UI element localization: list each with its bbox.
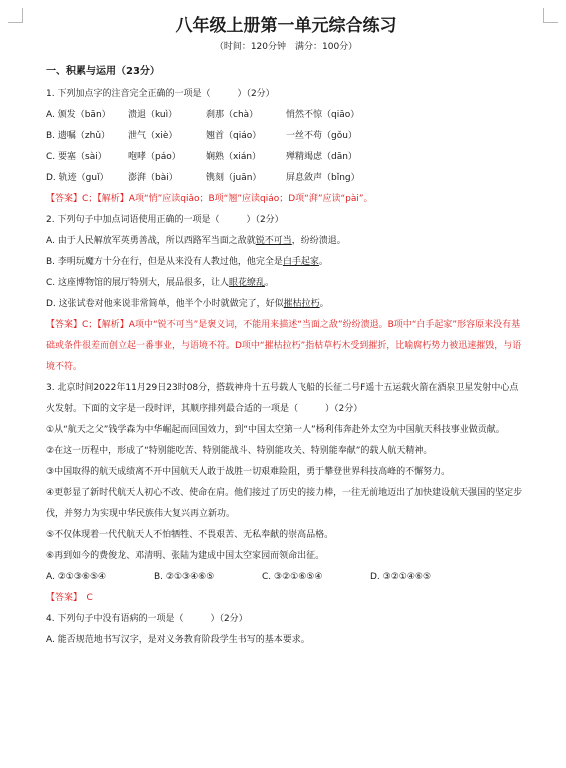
question-1-row-b xyxy=(46,126,526,147)
question-3-item: ⑤不仅体现着一代代航天人不怕牺牲、不畏艰苦、无私奉献的崇高品格。 xyxy=(46,530,334,540)
question-4 xyxy=(46,609,526,651)
option-cell: 翘首（qiáo） xyxy=(206,131,262,141)
question-2-option-a: A. 由于人民解放军英勇善战，所以西路军当面之敌就锐不可当，纷纷溃退。 xyxy=(46,236,346,246)
question-3-choices xyxy=(46,567,526,588)
page-subtitle: （时间：120分钟 满分：100分） xyxy=(214,42,358,52)
option-cell: 澎湃（bài） xyxy=(128,173,178,183)
option-cell: C. 要塞（sài） xyxy=(46,152,107,162)
question-3-item: ①从“航天之父”钱学森为中华崛起而回国效力，到“中国太空第一人”杨利伟奔赴外太空为中国航天科技事业做贡献。 xyxy=(46,425,505,435)
option-cell: A. 颁发（bān） xyxy=(46,110,111,120)
option-cell: 镌刻（juān） xyxy=(206,173,262,183)
option-cell: 悄然不惊（qiāo） xyxy=(286,110,360,120)
question-1-row-c xyxy=(46,147,526,168)
question-4-stem: 4. 下列句子中没有语病的一项是（ ）（2分） xyxy=(46,614,248,624)
option-cell: 一丝不苟（gǒu） xyxy=(286,131,357,141)
question-3-item: ④更彰显了新时代航天人初心不改、使命在肩。他们接过了历史的接力棒，一往无前地迈出了加快建设航天强国的坚定步伐，并努力为实现中华民族伟大复兴再立新功。 xyxy=(46,488,523,519)
question-2-stem: 2. 下列句子中加点词语使用正确的一项是（ ）（2分） xyxy=(46,215,284,225)
question-3 xyxy=(46,378,526,609)
option-cell: 刹那（chà） xyxy=(206,110,259,120)
question-1-stem: 1. 下列加点字的注音完全正确的一项是（ ）（2分） xyxy=(46,89,275,99)
question-1-row-d xyxy=(46,168,526,189)
option-cell: 娴熟（xián） xyxy=(206,152,262,162)
question-3-item: ③中国取得的航天成绩离不开中国航天人敢于战胜一切艰难险阻，勇于攀登世界科技高峰的不懈努力。 xyxy=(46,467,451,477)
section-heading: 一、积累与运用（23分） xyxy=(46,66,160,77)
question-1-row-a xyxy=(46,105,526,126)
page-title: 八年级上册第一单元综合练习 xyxy=(175,16,397,36)
question-2 xyxy=(46,210,526,378)
choice-b: B. ②①③④⑥⑤ xyxy=(154,572,215,582)
question-3-answer: 【答案】 C xyxy=(46,593,93,603)
choice-d: D. ③②①④⑥⑤ xyxy=(370,572,432,582)
choice-a: A. ②①③⑥⑤④ xyxy=(46,572,107,582)
option-cell: D. 轨迹（guǐ） xyxy=(46,173,109,183)
option-cell: 咆哮（páo） xyxy=(128,152,181,162)
question-3-item: ⑥再到如今的费俊龙、邓清明、张陆为建成中国太空家园而领命出征。 xyxy=(46,551,325,561)
option-cell: 溃退（kuì） xyxy=(128,110,178,120)
question-1 xyxy=(46,84,526,210)
question-1-answer: 【答案】C；【解析】A项“悄”应读qiǎo；B项“翘”应读qiáo；D项“湃”应读“pài”。 xyxy=(46,194,373,204)
question-4-option-a: A. 能否规范地书写汉字，是对义务教育阶段学生书写的基本要求。 xyxy=(46,635,310,645)
option-cell: 屏息敛声（bǐng） xyxy=(286,173,360,183)
question-2-option-d: D. 这张试卷对他来说非常简单，他半个小时就做完了，好似摧枯拉朽。 xyxy=(46,299,329,309)
question-2-option-c: C. 这座博物馆的展厅特别大，展品很多，让人眼花缭乱。 xyxy=(46,278,275,288)
choice-c: C. ③②①⑥⑤④ xyxy=(262,572,323,582)
question-2-answer: 【答案】C；【解析】A项中“锐不可当”是褒义词，不能用来描述“当面之敌”纷纷溃退。B项中“白手起家”形容原来没有基础或条件很差而创立起一番事业，与语境不符。D项中“摧枯拉朽”指枯草朽木受到摧折，比喻腐朽势力被迅速摧毁，与语境不符。 xyxy=(46,320,522,372)
question-2-option-b: B. 李明玩魔方十分在行，但是从来没有人教过他，他完全是白手起家。 xyxy=(46,257,328,267)
question-3-item: ②在这一历程中，形成了“特别能吃苦、特别能战斗、特别能攻关、特别能奉献”的载人航天精神。 xyxy=(46,446,433,456)
question-3-stem: 3. 北京时间2022年11月29日23时08分，搭载神舟十五号载人飞船的长征二号F遥十五运载火箭在酒泉卫星发射中心点火发射。下面的文字是一段时评，其顺序排列最合适的一项是（ ）（2分） xyxy=(46,383,519,414)
option-cell: B. 遗嘱（zhǔ） xyxy=(46,131,111,141)
option-cell: 泄气（xiè） xyxy=(128,131,178,141)
option-cell: 殚精竭虑（dān） xyxy=(286,152,357,162)
